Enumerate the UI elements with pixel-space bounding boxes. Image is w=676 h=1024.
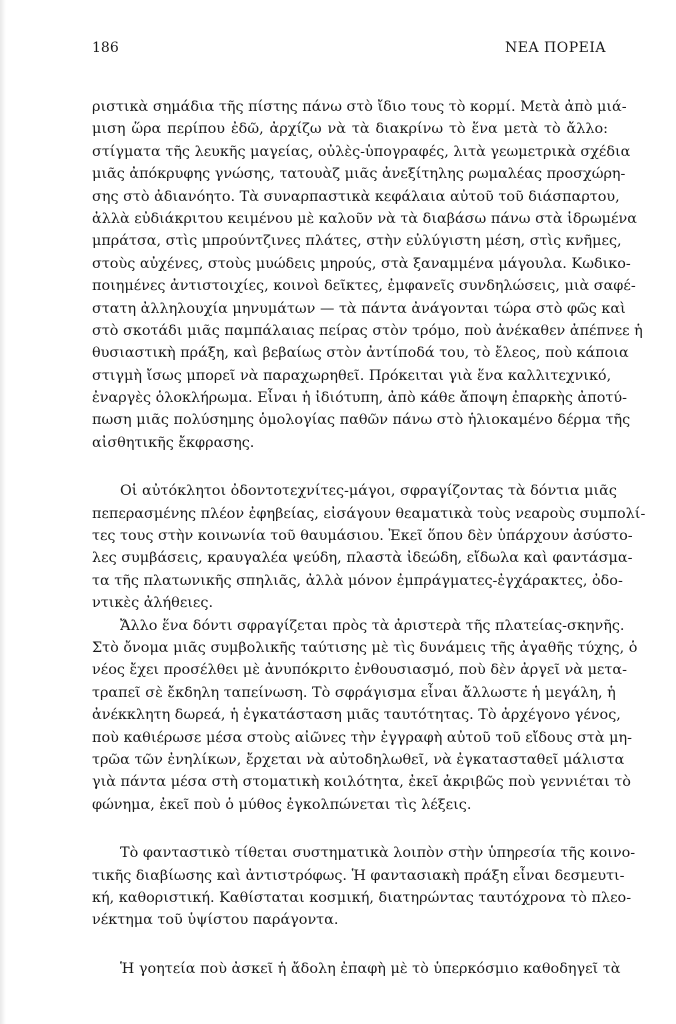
text-line: πωση μιᾶς πολύσημης ὁμολογίας παθῶν πάνω στὸ ἡλιοκαμένο δέρμα τῆς — [92, 412, 631, 429]
text-line: πεπερασμένης πλέον ἐφηβείας, εἰσάγουν θεαματικὰ τοὺς νεαροὺς συμπολί- — [92, 505, 646, 522]
text-line: σης στὸ ἀδιανόητο. Τὰ συναρπαστικὰ κεφάλαια αὐτοῦ τοῦ διάσπαρτου, — [92, 188, 620, 205]
body-text — [92, 96, 646, 980]
text-line: μιση ὥρα περίπου ἐδῶ, ἀρχίζω νὰ τὰ διακρίνω τὸ ἕνα μετὰ τὸ ἄλλο: — [92, 121, 608, 138]
text-line: στὸ σκοτάδι μιᾶς παμπάλαιας πείρας στὸν τρόμο, ποὺ ἀνέκαθεν ἀπέπνεε ἡ — [92, 322, 643, 339]
text-line: ἀνέκκλητη δωρεά, ἡ ἐγκατάσταση μιᾶς ταυτότητας. Τὸ ἀρχέγονο γένος, — [92, 707, 621, 724]
text-line: ποιημένες ἀντιστοιχίες, κοινοὶ δεῖκτες, ἐμφανεῖς συνδηλώσεις, μιὰ σαφέ- — [92, 278, 636, 295]
text-line: ντικὲς ἀλήθειες. — [92, 595, 214, 612]
paragraph-2 — [92, 480, 646, 614]
text-line: αἰσθητικῆς ἔκφρασης. — [92, 434, 255, 451]
paragraph-4 — [92, 842, 636, 932]
paragraph-gap — [92, 932, 608, 958]
text-line: στιγμὴ ἴσως μπορεῖ νὰ παραχωρηθεῖ. Πρόκειται γιὰ ἕνα καλλιτεχνικό, — [92, 367, 612, 384]
text-line: Ἄλλο ἕνα δόντι σφραγίζεται πρὸς τὰ ἀριστερὰ τῆς πλατείας-σκηνῆς. — [120, 617, 625, 634]
paragraph-1 — [92, 96, 643, 454]
text-line: νέος ἔχει προσέλθει μὲ ἀνυπόκριτο ἐνθουσιασμό, ποὺ δὲν ἀργεῖ νὰ μετα- — [92, 662, 627, 679]
text-line: Στὸ ὄνομα μιᾶς συμβολικῆς ταύτισης μὲ τὶς δυνάμεις τῆς ἀγαθῆς τύχης, ὁ — [92, 639, 638, 656]
text-line: μπράτσα, στὶς μπρούντζινες πλάτες, στὴν εὐλύγιστη μέση, στὶς κνῆμες, — [92, 233, 622, 250]
text-line: τες τους στὴν κοινωνία τοῦ θαυμάσιου. Ἐκεῖ ὅπου δὲν ὑπάρχουν ἀσύστο- — [92, 528, 633, 545]
paragraph-gap — [92, 816, 608, 842]
text-line: Τὸ φανταστικὸ τίθεται συστηματικὰ λοιπὸν στὴν ὑπηρεσία τῆς κοινο- — [120, 845, 636, 862]
text-line: τικῆς διαβίωσης καὶ ἀντιστρόφως. Ἡ φαντασιακὴ πράξη εἶναι δεσμευτι- — [92, 867, 625, 884]
text-line: Ἡ γοητεία ποὺ ἀσκεῖ ἡ ἄδολη ἐπαφὴ μὲ τὸ ὑπερκόσμιο καθοδηγεῖ τὰ — [120, 960, 621, 977]
page-header — [92, 40, 606, 56]
paragraph-5 — [92, 958, 621, 980]
text-line: ἀλλὰ εὐδιάκριτου κειμένου μὲ καλοῦν νὰ τὰ διαβάσω πάνω στὰ ἱδρωμένα — [92, 210, 637, 227]
text-line: στίγματα τῆς λευκῆς μαγείας, οὐλὲς-ὑπογραφές, λιτὰ γεωμετρικὰ σχέδια — [92, 143, 631, 160]
text-line: γιὰ πάντα μέσα στὴ στοματικὴ κοιλότητα, ἐκεῖ ἀκριβῶς ποὺ γεννιέται τὸ — [92, 774, 631, 791]
text-line: λες συμβάσεις, κραυγαλέα ψεύδη, πλαστὰ ἰδεώδη, εἴδωλα καὶ φαντάσμα- — [92, 550, 633, 567]
text-line: τα τῆς πλατωνικῆς σπηλιᾶς, ἀλλὰ μόνον ἐμπράγματες-ἐγχάρακτες, ὀδο- — [92, 572, 623, 589]
text-line: Οἱ αὐτόκλητοι ὀδοντοτεχνίτες-μάγοι, σφραγίζοντας τὰ δόντια μιᾶς — [120, 483, 617, 500]
text-line: τραπεῖ σὲ ἔκδηλη ταπείνωση. Τὸ σφράγισμα εἶναι ἄλλωστε ἡ μεγάλη, ἡ — [92, 684, 616, 701]
paragraph-3 — [92, 615, 638, 817]
paragraph-gap — [92, 454, 608, 480]
text-line: στοὺς αὐχένες, στοὺς μυώδεις μηρούς, στὰ ξαναμμένα μάγουλα. Κωδικο- — [92, 255, 631, 272]
text-line: στατη ἀλληλουχία μηνυμάτων — τὰ πάντα ἀνάγονται τώρα στὸ φῶς καὶ — [92, 300, 626, 317]
text-line: ποὺ καθιέρωσε μέσα στοὺς αἰῶνες τὴν ἐγγραφὴ αὐτοῦ τοῦ εἴδους στὰ μη- — [92, 729, 633, 746]
text-line: ριστικὰ σημάδια τῆς πίστης πάνω στὸ ἴδιο τους τὸ κορμί. Μετὰ ἀπὸ μιά- — [92, 99, 627, 115]
page-number: 186 — [92, 40, 119, 56]
text-line: θυσιαστικὴ πράξη, καὶ βεβαίως στὸν ἀντίποδά του, τὸ ἔλεος, ποὺ κάποια — [92, 345, 629, 362]
text-line: ἐναργὲς ὁλοκλήρωμα. Εἶναι ἡ ἰδιότυπη, ἀπὸ κάθε ἄποψη ἐπαρκὴς ἀποτύ- — [92, 390, 627, 407]
text-line: νέκτημα τοῦ ὑψίστου παράγοντα. — [92, 912, 339, 929]
text-line: φώνημα, ἐκεῖ ποὺ ὁ μύθος ἐγκολπώνεται τὶς λέξεις. — [92, 796, 472, 813]
text-line: μιᾶς ἀπόκρυφης γνώσης, τατουὰζ μιᾶς ἀνεξίτηλης ρωμαλέας προσχώρη- — [92, 166, 626, 183]
scan-edge-shadow — [0, 0, 6, 1024]
text-line: κή, καθοριστική. Καθίσταται κοσμική, διατηρώντας ταυτόχρονα τὸ πλεο- — [92, 889, 632, 906]
text-line: τρῶα τῶν ἐνηλίκων, ἔρχεται νὰ αὐτοδηλωθεῖ, νὰ ἐγκατασταθεῖ μάλιστα — [92, 751, 625, 768]
running-title: ΝΕΑ ΠΟΡΕΙΑ — [505, 40, 606, 56]
